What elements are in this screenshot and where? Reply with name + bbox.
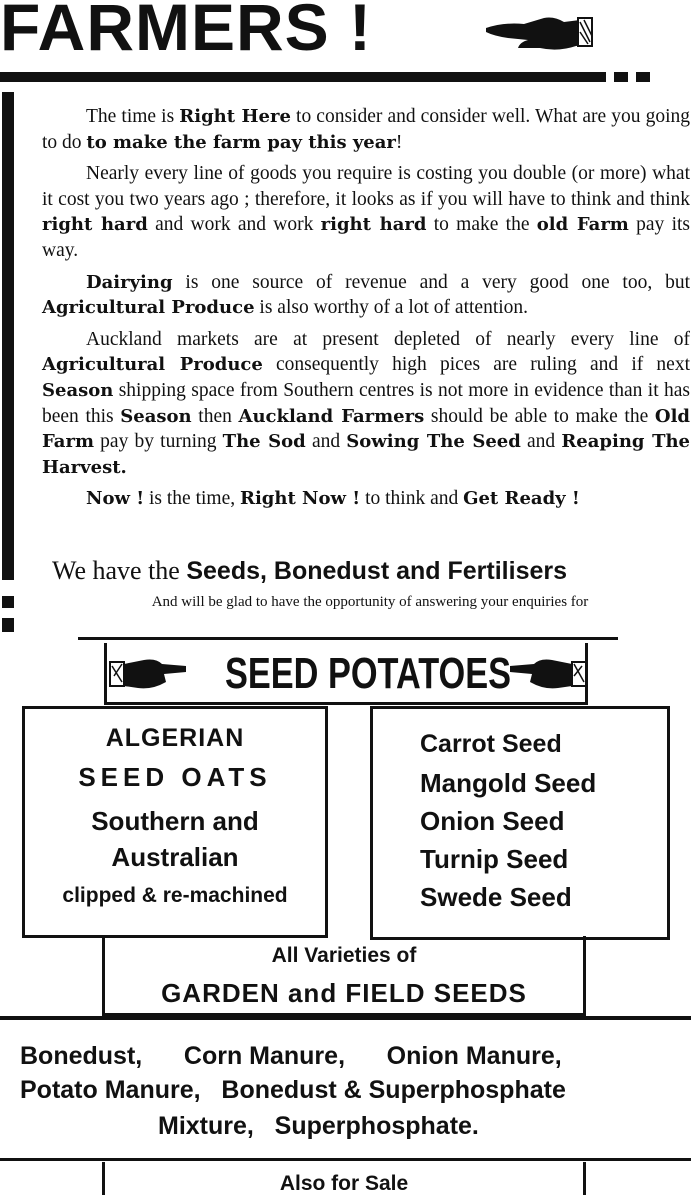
body-paragraph bbox=[42, 327, 690, 481]
manure-line: Mixture, Superphosphate. bbox=[158, 1112, 479, 1140]
bold-run: Reaping The Harvest. bbox=[42, 431, 690, 478]
manure-line: Potato Manure, Bonedust & Superphosphate bbox=[20, 1076, 566, 1104]
left-border-mark bbox=[2, 596, 14, 608]
body-text bbox=[42, 104, 690, 518]
left-border-bar bbox=[2, 92, 14, 580]
we-have-prefix: We have the bbox=[52, 556, 187, 585]
text-run: to make the bbox=[426, 214, 537, 236]
bold-run: Get Ready ! bbox=[463, 488, 580, 510]
text-run: Nearly every line of goods you require is costing you double (or more) what it cost you two years ago ; therefore, it looks as if you will have to think and think bbox=[42, 163, 690, 210]
seed-potatoes-title: SEED POTATOES bbox=[224, 649, 512, 698]
text-run: ! bbox=[395, 131, 403, 153]
oats-line4: Australian bbox=[111, 842, 239, 872]
bold-run: Auckland Farmers bbox=[238, 405, 425, 427]
text-run: and bbox=[520, 431, 562, 453]
bold-run: Season bbox=[42, 379, 114, 401]
seed-item: Turnip Seed bbox=[420, 844, 569, 874]
text-run: pay its way. bbox=[42, 214, 690, 261]
text-run: is one source of revenue and a very good one too, but bbox=[172, 271, 690, 293]
bold-run: right hard bbox=[320, 214, 427, 236]
text-run: to think and bbox=[360, 488, 464, 510]
oats-line5: clipped & re-machined bbox=[62, 884, 288, 907]
headline: FARMERS ! bbox=[0, 0, 372, 64]
left-border-mark bbox=[2, 618, 14, 632]
text-run: should be able to make the bbox=[424, 405, 655, 427]
bold-run: Old Farm bbox=[42, 405, 691, 453]
varieties-line1: All Varieties of bbox=[271, 944, 417, 967]
we-have-bold: Seeds, Bonedust and Fertilisers bbox=[186, 557, 568, 585]
text-run: shipping space from Southern centres is not more in evidence than it has been this bbox=[42, 379, 690, 427]
banner-top-rule bbox=[78, 637, 618, 640]
bold-run: Right Now ! bbox=[240, 488, 361, 510]
bold-run: Agricultural Produce bbox=[42, 354, 263, 376]
we-have-line bbox=[52, 556, 691, 586]
text-run: The time is bbox=[86, 106, 180, 127]
varieties-line2: GARDEN and FIELD SEEDS bbox=[161, 978, 527, 1008]
bold-run: Season bbox=[120, 405, 192, 427]
pointing-hand-icon bbox=[108, 652, 188, 694]
top-rule-dash bbox=[614, 72, 628, 82]
oats-line1: ALGERIAN bbox=[105, 724, 245, 752]
pointing-hand-icon bbox=[508, 652, 588, 694]
text-run: and bbox=[305, 431, 347, 453]
text-run: is the time, bbox=[144, 488, 240, 510]
oats-line3: Southern and bbox=[91, 806, 259, 836]
bold-run: Dairying bbox=[86, 271, 173, 293]
oats-line2: SEED OATS bbox=[78, 762, 272, 792]
top-rule-dash bbox=[636, 72, 650, 82]
bold-run: Now ! bbox=[86, 488, 145, 510]
bold-run: right hard bbox=[42, 214, 148, 236]
bold-run: old Farm bbox=[536, 214, 629, 236]
manure-bottom-rule bbox=[0, 1158, 691, 1161]
body-paragraph bbox=[42, 161, 690, 263]
bold-run: The Sod bbox=[222, 431, 306, 453]
pointing-hand-icon bbox=[484, 8, 594, 56]
text-run: to consider and consider well. What are you going to do bbox=[42, 106, 690, 153]
glad-text: And will be glad to have the opportunity of answering your enquiries for bbox=[151, 594, 589, 610]
manure-top-rule bbox=[0, 1016, 691, 1020]
seed-item: Carrot Seed bbox=[420, 730, 562, 758]
body-paragraph bbox=[42, 104, 690, 155]
bold-run: to make the farm pay this year bbox=[86, 131, 396, 153]
seed-item: Onion Seed bbox=[420, 806, 565, 836]
text-run: is also worthy of a lot of attention. bbox=[254, 297, 529, 319]
text-run: consequently high pices are ruling and if next bbox=[262, 354, 690, 376]
text-run: then bbox=[191, 405, 239, 427]
seed-item: Swede Seed bbox=[420, 882, 572, 912]
top-rule bbox=[0, 72, 606, 82]
text-run: and work and work bbox=[147, 214, 321, 236]
bold-run: Sowing The Seed bbox=[346, 431, 521, 453]
bold-run: Right Here bbox=[179, 106, 291, 127]
bold-run: Agricultural Produce bbox=[42, 297, 255, 319]
manure-line: Bonedust, Corn Manure, Onion Manure, bbox=[20, 1042, 562, 1070]
body-paragraph bbox=[42, 270, 690, 321]
seed-item: Mangold Seed bbox=[420, 768, 597, 798]
body-paragraph bbox=[42, 486, 690, 512]
text-run: pay by turning bbox=[94, 431, 223, 453]
also-for-sale: Also for Sale bbox=[279, 1172, 409, 1195]
text-run: Auckland markets are at present depleted of nearly every line of bbox=[86, 328, 690, 350]
